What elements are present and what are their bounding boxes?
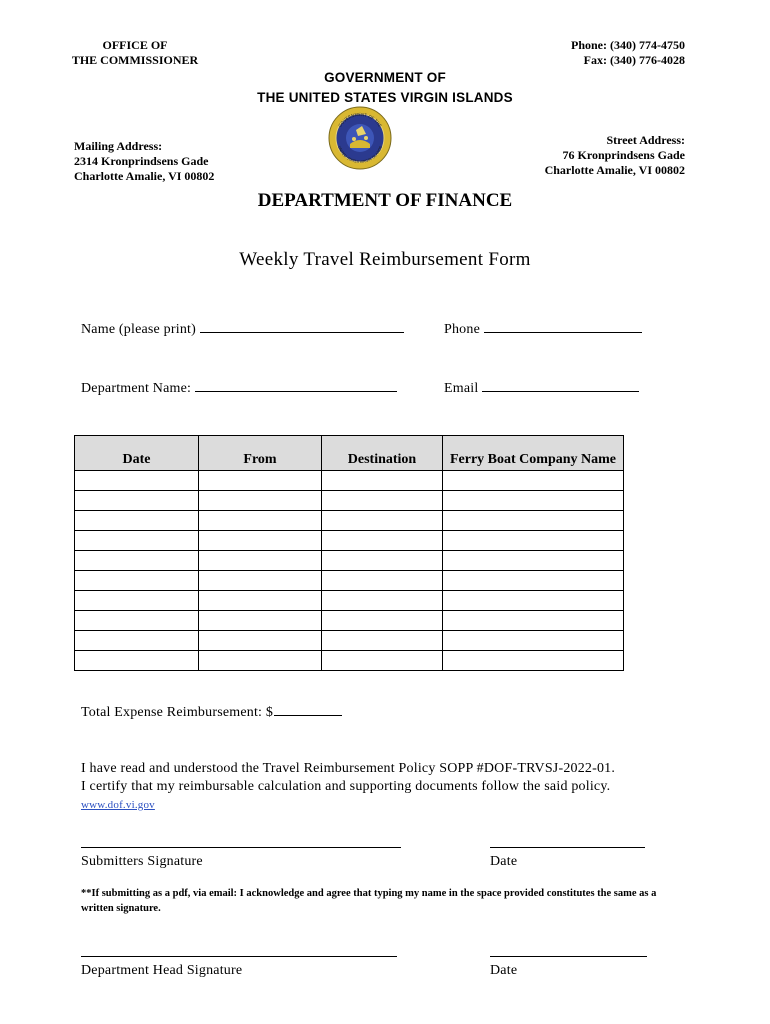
street-line-2: Charlotte Amalie, VI 00802 [544,163,685,177]
table-cell[interactable] [75,531,199,551]
header-date: Date [75,436,199,471]
table-row [75,471,624,491]
table-row [75,631,624,651]
submitter-date-line[interactable] [490,847,645,848]
table-cell[interactable] [443,471,624,491]
travel-log-table [74,435,624,671]
email-label: Email [444,381,479,396]
table-cell[interactable] [443,511,624,531]
table-cell[interactable] [199,651,322,671]
submitter-signature-line[interactable] [81,847,401,848]
phone-field[interactable] [444,319,642,338]
table-cell[interactable] [322,531,443,551]
electronic-signature-note: **If submitting as a pdf, via email: I acknowledge and agree that typing my name in the space provided constitutes the same as a written signature. [81,888,657,914]
table-cell[interactable] [322,511,443,531]
table-header-row [75,436,624,471]
submitter-signature-label: Submitters Signature [81,854,203,869]
table-cell[interactable] [443,531,624,551]
table-cell[interactable] [443,571,624,591]
government-seal [328,106,392,170]
table-cell[interactable] [322,611,443,631]
phone-input-line[interactable] [484,319,642,333]
table-cell[interactable] [75,651,199,671]
table-row [75,571,624,591]
dept-head-signature-line[interactable] [81,956,397,957]
table-cell[interactable] [199,531,322,551]
mailing-line-2: Charlotte Amalie, VI 00802 [74,169,215,183]
dof-website-link[interactable]: www.dof.vi.gov [81,799,155,811]
table-cell[interactable] [443,551,624,571]
header-ferry-company: Ferry Boat Company Name [443,436,624,471]
certification [81,760,701,814]
email-input-line[interactable] [482,378,639,392]
office-header [60,38,210,68]
email-field[interactable] [444,378,639,397]
table-cell[interactable] [199,591,322,611]
table-cell[interactable] [443,491,624,511]
table-cell[interactable] [199,571,322,591]
total-field[interactable] [81,702,342,721]
table-cell[interactable] [75,571,199,591]
table-row [75,651,624,671]
department-input-line[interactable] [195,378,397,392]
table-row [75,551,624,571]
table-cell[interactable] [75,491,199,511]
table-row [75,491,624,511]
table-cell[interactable] [443,631,624,651]
street-line-1: 76 Kronprindsens Gade [562,148,685,162]
gov-line-1: GOVERNMENT OF [324,70,446,85]
table-cell[interactable] [199,511,322,531]
phone-number: Phone: (340) 774-4750 [571,38,685,52]
table-cell[interactable] [443,591,624,611]
department-title: DEPARTMENT OF FINANCE [257,190,513,211]
table-row [75,531,624,551]
table-cell[interactable] [322,491,443,511]
street-address [470,133,685,178]
dept-head-date-line[interactable] [490,956,647,957]
certify-line-1: I have read and understood the Travel Reimbursement Policy SOPP #DOF-TRVSJ-2022-01. [81,761,616,776]
name-label: Name (please print) [81,322,196,337]
submitter-date-label: Date [490,854,518,869]
table-row [75,511,624,531]
total-label: Total Expense Reimbursement: $ [81,705,274,720]
name-field[interactable] [81,319,404,338]
phone-label: Phone [444,322,480,337]
table-cell[interactable] [75,551,199,571]
dept-head-signature-label: Department Head Signature [81,963,243,978]
office-line-1: OFFICE OF [102,38,168,52]
contact-header [470,38,685,68]
table-cell[interactable] [199,631,322,651]
name-input-line[interactable] [200,319,404,333]
department-field[interactable] [81,378,397,397]
table-cell[interactable] [75,611,199,631]
table-cell[interactable] [75,471,199,491]
dept-head-date-label: Date [490,963,518,978]
table-cell[interactable] [75,591,199,611]
table-cell[interactable] [322,471,443,491]
table-cell[interactable] [443,611,624,631]
table-cell[interactable] [322,651,443,671]
department-label: Department Name: [81,381,192,396]
table-cell[interactable] [199,491,322,511]
gov-line-2: THE UNITED STATES VIRGIN ISLANDS [257,90,513,105]
table-cell[interactable] [443,651,624,671]
table-row [75,611,624,631]
certify-line-2: I certify that my reimbursable calculation and supporting documents follow the said policy. [81,779,611,794]
table-cell[interactable] [322,631,443,651]
table-cell[interactable] [322,551,443,571]
table-row [75,591,624,611]
form-title: Weekly Travel Reimbursement Form [239,249,531,270]
street-label: Street Address: [606,133,685,147]
seal-icon [328,106,392,170]
table-cell[interactable] [75,631,199,651]
fax-number: Fax: (340) 776-4028 [583,53,685,67]
table-body [75,471,624,671]
table-cell[interactable] [199,471,322,491]
seal-top-text: GOVERNMENT OF THE [337,111,383,129]
table-cell[interactable] [199,551,322,571]
header-from: From [199,436,322,471]
seal-bottom-text: UNITED STATES VIRGIN ISLANDS [336,145,384,165]
header-destination: Destination [322,436,443,471]
government-title [200,68,570,108]
table-cell[interactable] [322,571,443,591]
table-cell[interactable] [199,611,322,631]
table-cell[interactable] [322,591,443,611]
mailing-line-1: 2314 Kronprindsens Gade [74,154,209,168]
mailing-address [74,139,294,184]
table-cell[interactable] [75,511,199,531]
office-line-2: THE COMMISSIONER [71,53,199,67]
mailing-label: Mailing Address: [74,139,163,153]
total-input-line[interactable] [274,702,342,716]
